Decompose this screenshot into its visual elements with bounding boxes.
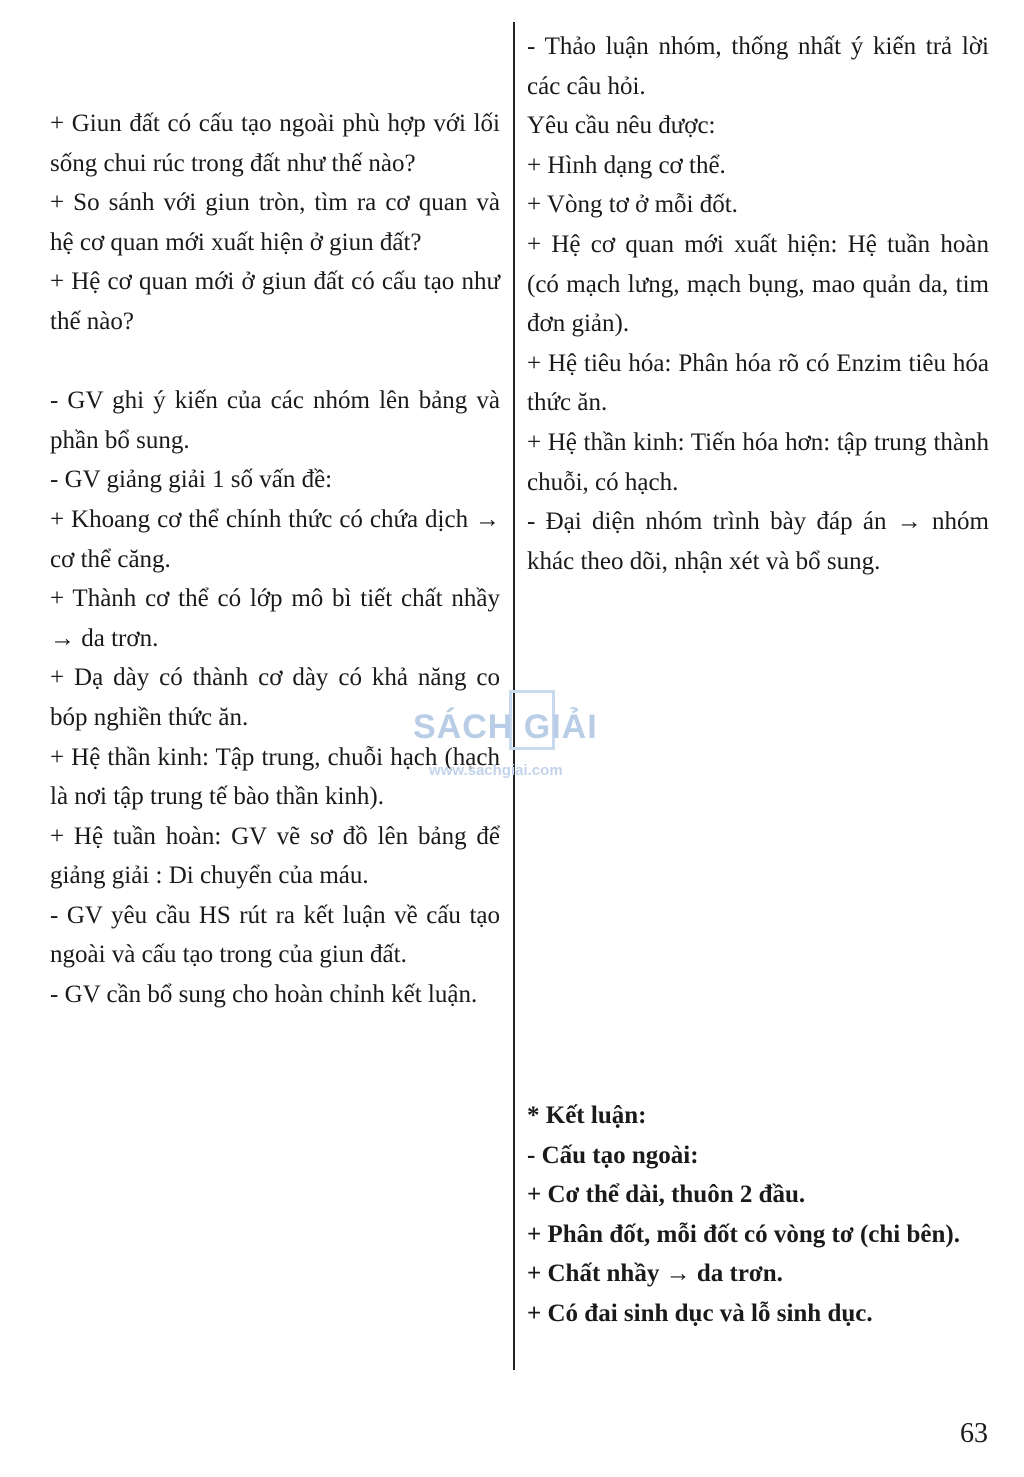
- student-discussion: - Thảo luận nhóm, thống nhất ý kiến trả lời các câu hỏi.: [527, 33, 989, 100]
- question-external-structure: + Giun đất có cấu tạo ngoài phù hợp với lối sống chui rúc trong đất như thế nào?: [50, 110, 500, 177]
- explain-body-wall: + Thành cơ thể có lớp mô bì tiết chất nhầy → da trơn.: [50, 585, 500, 652]
- explain-body-cavity: + Khoang cơ thể chính thức có chứa dịch → cơ thể căng.: [50, 505, 500, 573]
- question-compare-roundworm: + So sánh với giun tròn, tìm ra cơ quan và hệ cơ quan mới xuất hiện ở giun đất?: [50, 189, 500, 256]
- requirement-nervous: + Hệ thần kinh: Tiến hóa hơn: tập trung thành chuỗi, có hạch.: [527, 428, 989, 496]
- spacer: [50, 342, 500, 382]
- watermark-brand: SÁCH GIẢI: [413, 708, 598, 746]
- teacher-note-record-ideas: - GV ghi ý kiến của các nhóm lên bảng và phần bổ sung.: [50, 387, 500, 454]
- teacher-note-complete-conclusion: - GV cần bổ sung cho hoàn chỉnh kết luận.: [50, 981, 478, 1009]
- requirement-digestive: + Hệ tiêu hóa: Phân hóa rõ có Enzim tiêu hóa thức ăn.: [527, 349, 989, 417]
- teacher-note-explain: - GV giảng giải 1 số vấn đề:: [50, 466, 333, 494]
- explain-nervous-system: + Hệ thần kinh: Tập trung, chuỗi hạch (hạch là nơi tập trung tế bào thần kinh).: [50, 743, 500, 811]
- student-presentation: - Đại diện nhóm trình bày đáp án → nhóm khác theo dõi, nhận xét và bổ sung.: [527, 508, 989, 575]
- explain-stomach: + Dạ dày có thành cơ dày có khả năng co bóp nghiền thức ăn.: [50, 664, 500, 731]
- student-activity-column: [527, 27, 989, 1327]
- conclusion-item-segments: + Phân đốt, mỗi đốt có vòng tơ (chi bên).: [527, 1220, 960, 1248]
- conclusion-item-clitellum: + Có đai sinh dục và lỗ sinh dục.: [527, 1299, 873, 1327]
- requirements-heading: Yêu cầu nêu được:: [527, 112, 716, 140]
- watermark-url: www.sachgiai.com: [429, 762, 563, 779]
- conclusion-block: [527, 1096, 989, 1334]
- teacher-activity-column: [50, 104, 500, 1015]
- page-number: 63: [960, 1418, 988, 1449]
- teacher-note-conclusion-request: - GV yêu cầu HS rút ra kết luận về cấu tạo ngoài và cấu tạo trong của giun đất.: [50, 901, 500, 969]
- watermark-logo: [413, 690, 623, 790]
- conclusion-heading: * Kết luận:: [527, 1102, 647, 1129]
- requirement-body-shape: + Hình dạng cơ thể.: [527, 151, 726, 179]
- conclusion-item-mucus: + Chất nhầy → da trơn.: [527, 1260, 783, 1288]
- requirement-setae: + Vòng tơ ở mỗi đốt.: [527, 191, 738, 219]
- question-new-organ-system: + Hệ cơ quan mới ở giun đất có cấu tạo như thế nào?: [50, 268, 500, 335]
- requirement-circulatory: + Hệ cơ quan mới xuất hiện: Hệ tuần hoàn (có mạch lưng, mạch bụng, mao quản da, tim đơn giản).: [527, 230, 989, 338]
- explain-circulatory-system: + Hệ tuần hoàn: GV vẽ sơ đồ lên bảng để giảng giải : Di chuyển của máu.: [50, 822, 500, 890]
- conclusion-item-body: + Cơ thể dài, thuôn 2 đầu.: [527, 1181, 806, 1209]
- conclusion-external-heading: - Cấu tạo ngoài:: [527, 1141, 699, 1169]
